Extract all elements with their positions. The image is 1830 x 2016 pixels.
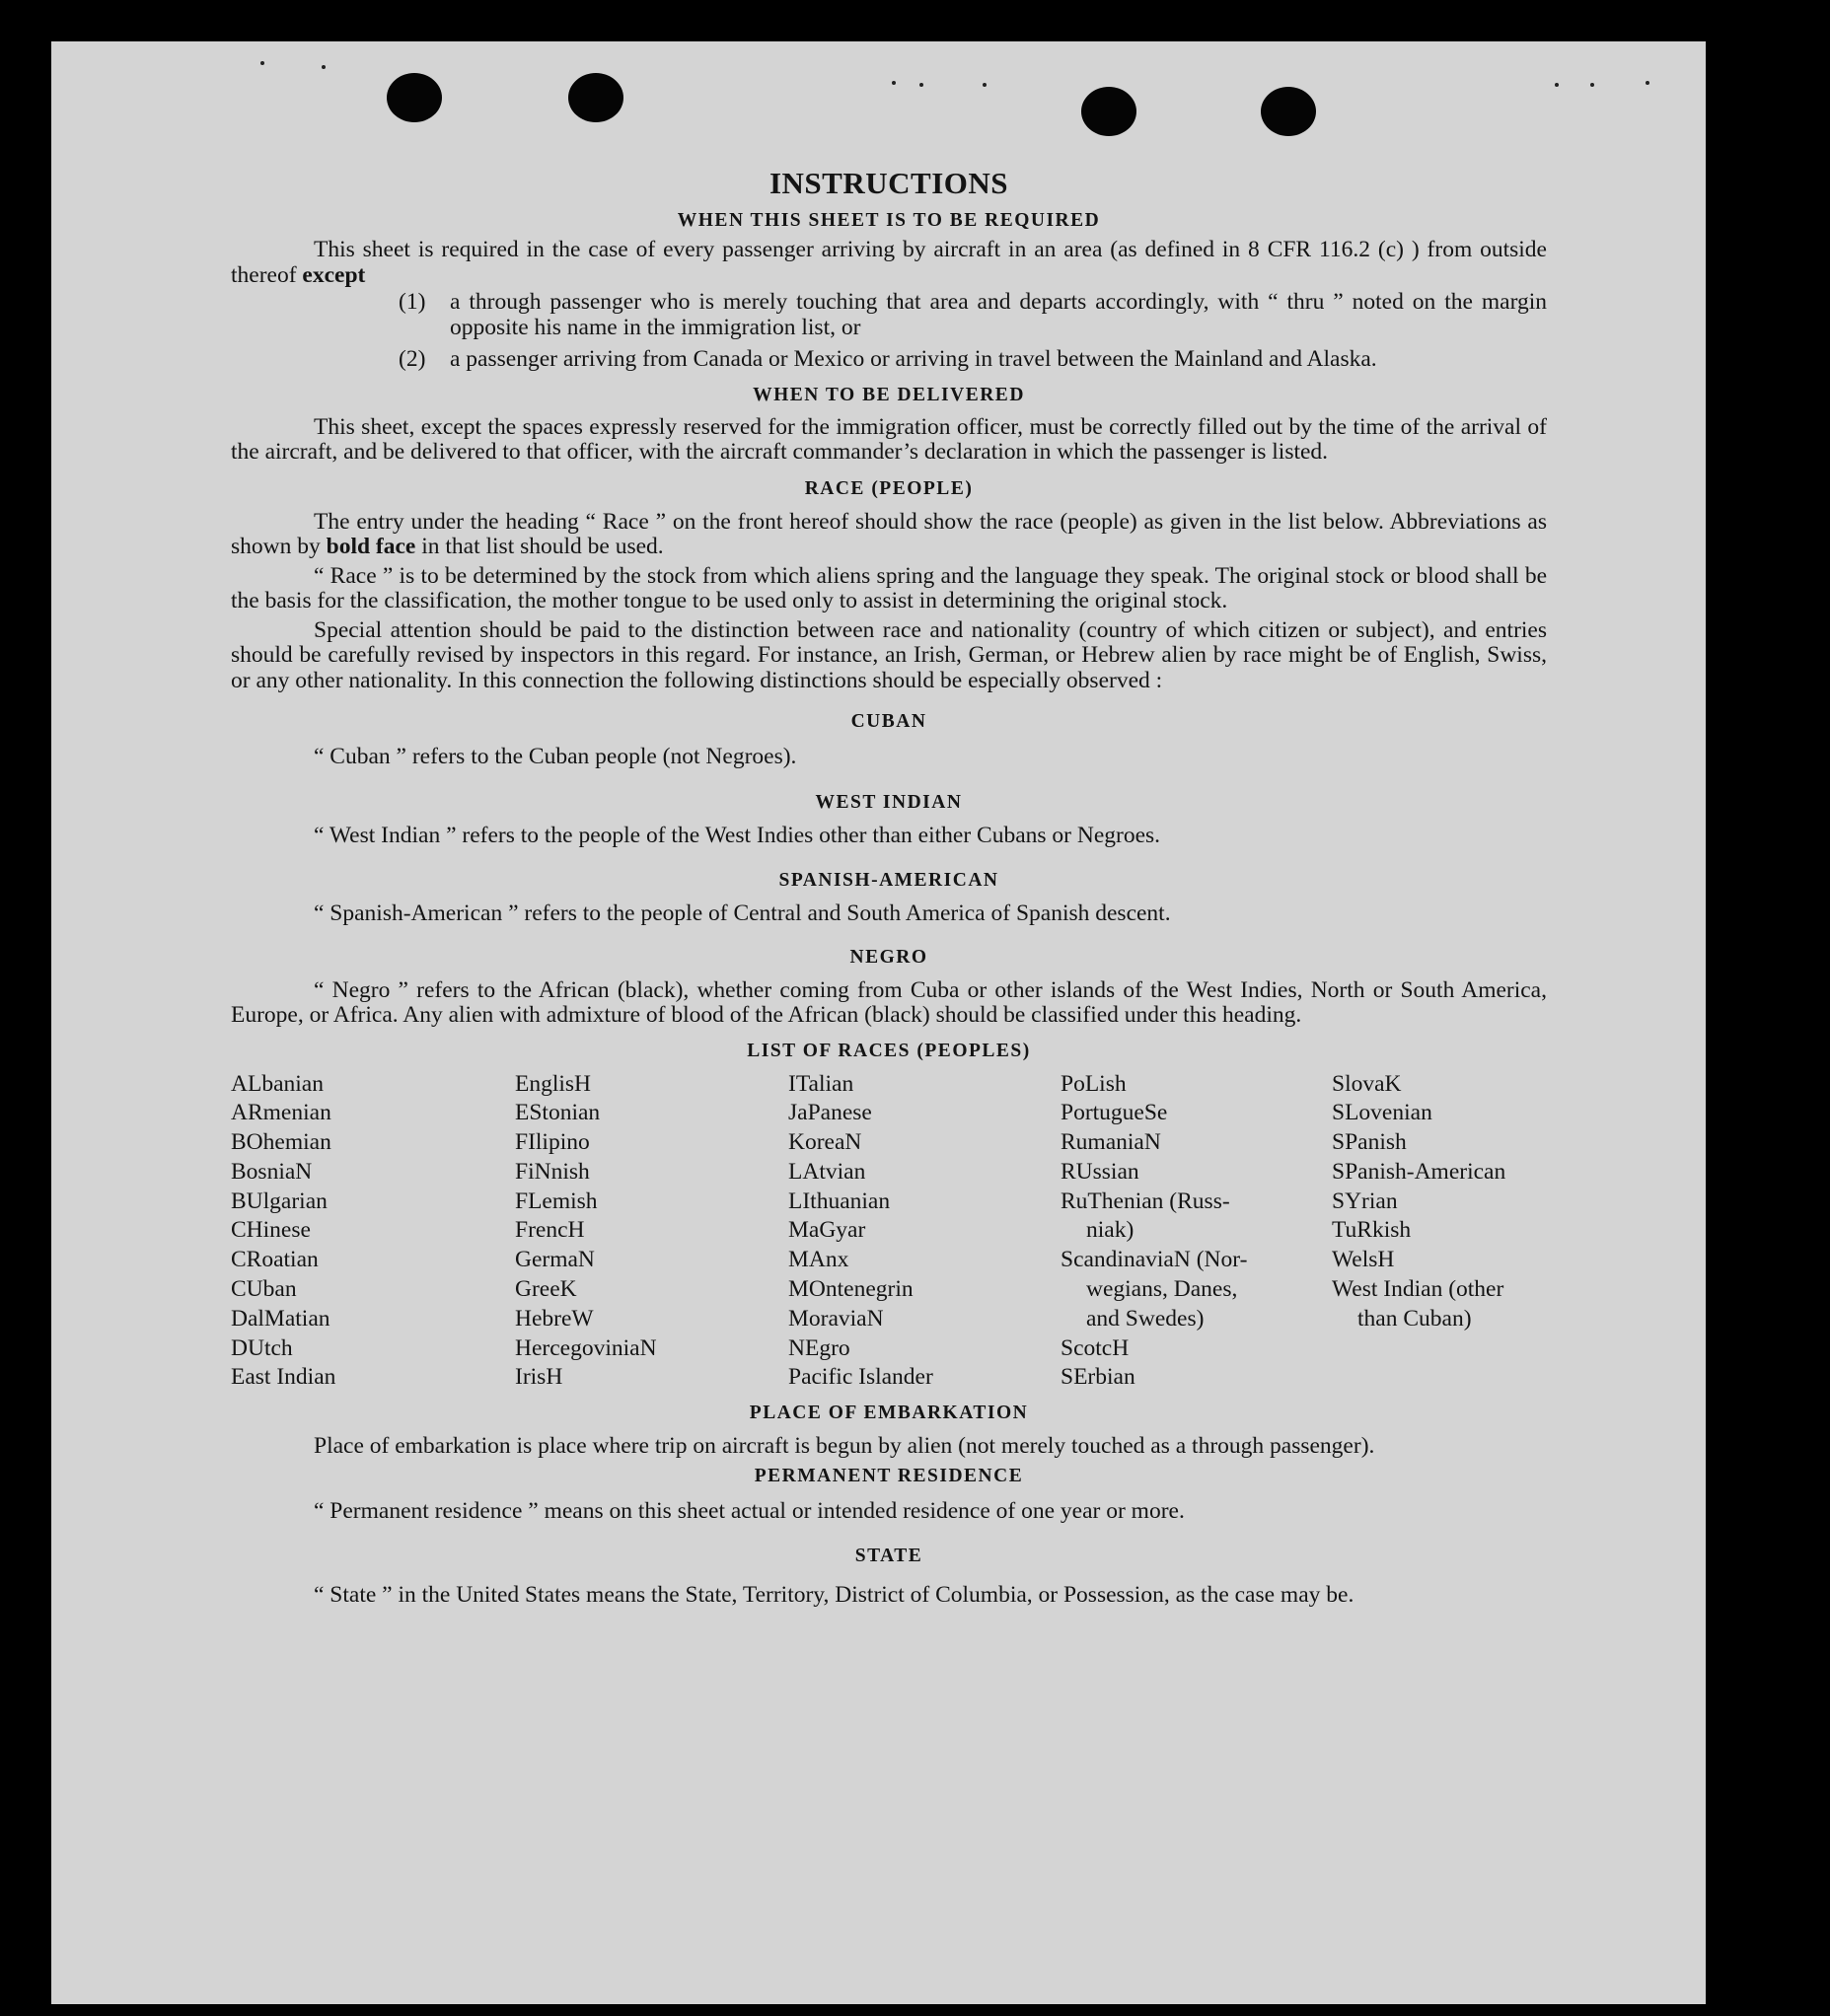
punch-hole [1261,87,1316,136]
speck [322,65,326,69]
race-item: JaPanese [788,1100,872,1126]
instructions-content [231,166,1547,1611]
race-item: DUtch [231,1334,293,1361]
paragraph-text: in that list should be used. [421,534,664,559]
bold-text: bold face [326,534,416,559]
race-item: FrencH [515,1217,585,1244]
race-item: ARmenian [231,1100,331,1126]
race-item: SPanish [1332,1129,1407,1156]
race-item: SErbian [1061,1364,1135,1391]
speck [983,83,987,87]
list-item [399,290,1547,340]
paragraph: “ Permanent residence ” means on this sheet actual or intended residence of one year or more. [314,1497,1185,1524]
paragraph: “ Race ” is to be determined by the stock from which aliens spring and the language they speak. The original stock or blood shall be the basis for the classification, the mother tongue to be used only to assist in determining the original stock. [231,562,1547,613]
race-item: BosniaN [231,1158,313,1185]
race-item: BUlgarian [231,1188,328,1214]
race-item: FIlipino [515,1129,590,1156]
race-item: RumaniaN [1061,1129,1161,1156]
race-item: BOhemian [231,1129,331,1156]
section-heading: SPANISH-AMERICAN [778,870,999,891]
item-text: a through passenger who is merely touching that area and departs accordingly, with “ thru ” noted on the margin opposite his name in the immigration list, or [450,289,1547,340]
section-heading: PLACE OF EMBARKATION [749,1403,1029,1424]
race-item: RUssian [1061,1158,1139,1185]
race-item: MoraviaN [788,1305,884,1332]
race-item: West Indian (other [1332,1276,1504,1303]
race-item: ALbanian [231,1070,324,1097]
race-item: PoLish [1061,1070,1127,1097]
section-heading: LIST OF RACES (PEOPLES) [747,1040,1031,1061]
race-item: MAnx [788,1247,849,1273]
list-item [399,347,1547,373]
exception-list [399,290,1547,373]
race-item: FiNnish [515,1158,590,1185]
race-item: GermaN [515,1247,595,1273]
race-item: WelsH [1332,1247,1395,1273]
section-heading: CUBAN [850,711,927,732]
race-item: SlovaK [1332,1070,1402,1097]
section-heading: WHEN TO BE DELIVERED [753,384,1025,405]
race-item: DalMatian [231,1305,330,1332]
section-heading: WEST INDIAN [815,791,963,813]
race-item: GreeK [515,1276,577,1303]
race-item: RuThenian (Russ- [1061,1188,1230,1214]
race-item: CRoatian [231,1247,319,1273]
paragraph [231,510,1547,560]
race-item-continuation: niak) [1086,1217,1135,1244]
race-item: ScandinaviaN (Nor- [1061,1247,1248,1273]
paragraph: “ Negro ” refers to the African (black), whether coming from Cuba or other islands of the West Indies, North or South America, Europe, or Africa. Any alien with admixture of blood of the African (black) should be classified under this heading. [231,976,1547,1028]
paragraph: “ Spanish-American ” refers to the people of Central and South America of Spanish descent. [314,900,1171,926]
race-item: NEgro [788,1334,850,1361]
race-item-continuation: and Swedes) [1086,1305,1205,1332]
paragraph: “ State ” in the United States means the State, Territory, District of Columbia, or Possession, as the case may be. [314,1582,1354,1609]
race-item: SLovenian [1332,1100,1432,1126]
race-item: MOntenegrin [788,1276,914,1303]
paragraph-text: This sheet is required in the case of every passenger arriving by aircraft in an area (as defined in 8 CFR 116.2 (c) ) from outside thereof [231,237,1547,288]
race-item-continuation: than Cuban) [1357,1305,1472,1332]
race-item: PortugueSe [1061,1100,1168,1126]
race-item: CUban [231,1276,297,1303]
race-item: East Indian [231,1364,336,1391]
paragraph: This sheet, except the spaces expressly reserved for the immigration officer, must be correctly filled out by the time of the arrival of the aircraft, and be delivered to that officer, with the aircraft commander’s declaration in which the passenger is listed. [231,413,1547,465]
race-item: HercegoviniaN [515,1334,657,1361]
race-column [788,1070,1061,1394]
page-title: INSTRUCTIONS [769,166,1008,200]
race-item: TuRkish [1332,1217,1412,1244]
race-item: Pacific Islander [788,1364,933,1391]
item-number: (2) [399,346,426,372]
race-column [231,1070,515,1394]
punch-hole [568,73,623,122]
race-column [515,1070,788,1394]
section-heading: PERMANENT RESIDENCE [754,1465,1024,1486]
section-heading: RACE (PEOPLE) [804,477,974,499]
paragraph [231,238,1547,288]
race-column [1061,1070,1332,1394]
race-list [231,1070,1547,1394]
race-item: IrisH [515,1364,563,1391]
bold-text: except [302,261,366,288]
punch-hole [387,73,442,122]
speck [1555,83,1559,87]
race-item: ScotcH [1061,1334,1130,1361]
paragraph-text: The entry under the heading “ Race ” on the front hereof should show the race (people) as given in the list below. Abbreviations as shown by [231,508,1547,559]
item-text: a passenger arriving from Canada or Mexico or arriving in travel between the Mainland and Alaska. [450,346,1377,372]
race-item-continuation: wegians, Danes, [1086,1276,1238,1303]
speck [919,83,923,87]
race-item: EnglisH [515,1070,592,1097]
race-item: HebreW [515,1305,594,1332]
speck [892,81,896,85]
punch-hole [1081,87,1136,136]
race-item: CHinese [231,1217,311,1244]
race-item: SYrian [1332,1188,1398,1214]
speck [1590,83,1594,87]
speck [260,61,264,65]
paragraph: “ West Indian ” refers to the people of the West Indies other than either Cubans or Negroes. [314,822,1161,848]
race-item: LIthuanian [788,1188,891,1214]
race-item: EStonian [515,1100,601,1126]
paragraph: Special attention should be paid to the distinction between race and nationality (country of which citizen or subject), and entries should be carefully revised by inspectors in this regard. For instance, an Irish, German, or Hebrew alien by race might be of English, Swiss, or any other nationality. In this connection the following distinctions should be especially observed : [231,616,1547,693]
section-heading: WHEN THIS SHEET IS TO BE REQUIRED [677,210,1101,231]
race-item: KoreaN [788,1129,862,1156]
item-number: (1) [399,289,426,315]
section-heading: NEGRO [849,946,928,968]
speck [1646,81,1649,85]
race-item: ITalian [788,1070,854,1097]
race-item: MaGyar [788,1217,866,1244]
paragraph: “ Cuban ” refers to the Cuban people (not Negroes). [314,744,797,769]
race-column [1332,1070,1547,1394]
race-item: SPanish-American [1332,1158,1506,1185]
paragraph: Place of embarkation is place where trip on aircraft is begun by alien (not merely touched as a through passenger). [314,1433,1375,1460]
race-item: LAtvian [788,1158,866,1185]
race-item: FLemish [515,1188,598,1214]
section-heading: STATE [854,1546,923,1567]
